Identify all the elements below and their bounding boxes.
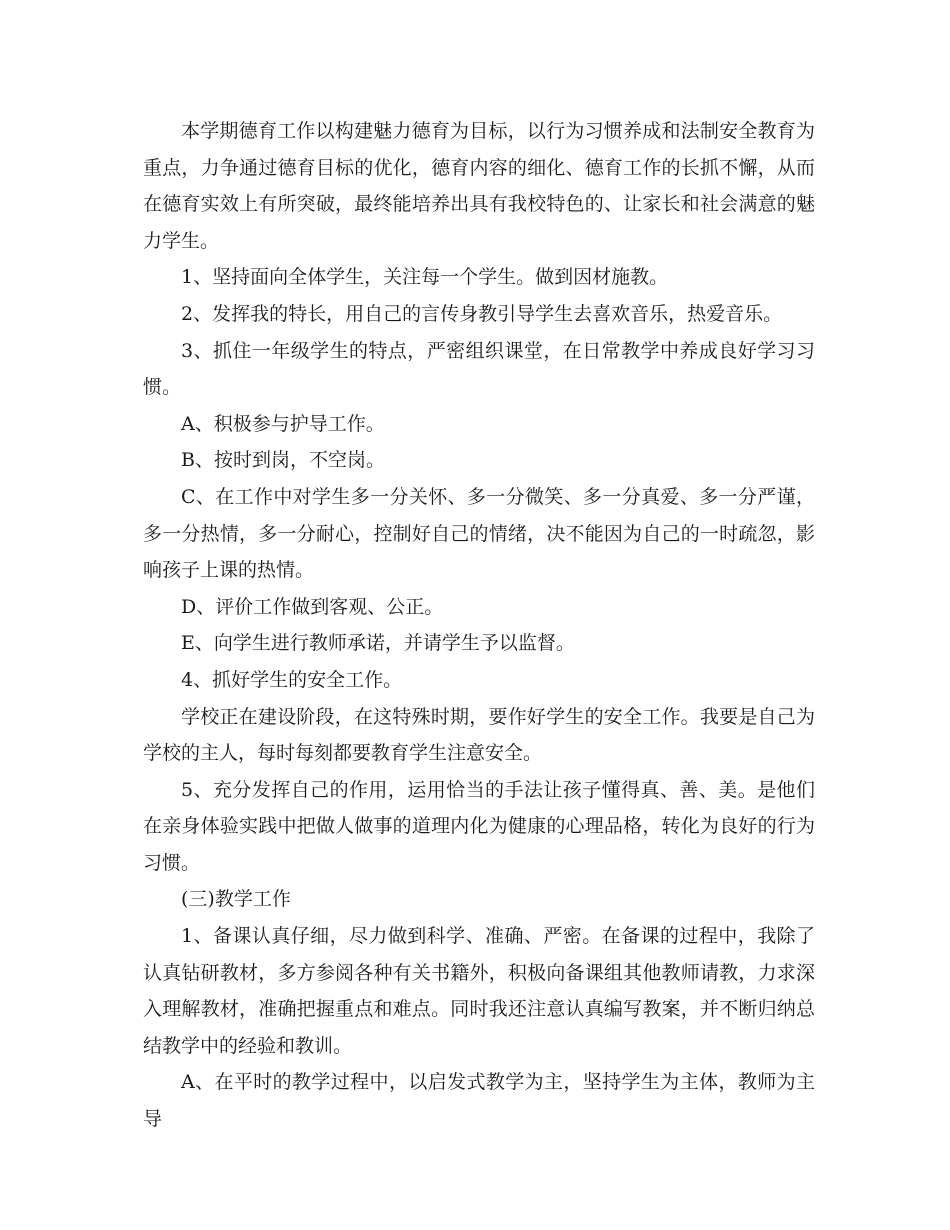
paragraph-item-b: B、按时到岗，不空岗。 xyxy=(181,449,385,472)
section-heading-teaching: (三)教学工作 xyxy=(181,888,291,911)
paragraph-item-5: 5、充分发挥自己的作用，运用恰当的手法让孩子懂得真、善、美。是他们在亲身体验实践中把做人做事的道理内化为健康的心理品格，转化为良好的行为习惯。 xyxy=(143,778,815,874)
document-body xyxy=(143,113,815,1138)
paragraph-item-1: 1、坚持面向全体学生，关注每一个学生。做到因材施教。 xyxy=(181,266,669,289)
paragraph-item-a: A、积极参与护导工作。 xyxy=(181,412,385,435)
paragraph-safety: 学校正在建设阶段，在这特殊时期，要作好学生的安全工作。我要是自己为学校的主人，每时每刻都要教育学生注意安全。 xyxy=(143,705,815,765)
paragraph-teaching-1: 1、备课认真仔细，尽力做到科学、准确、严密。在备课的过程中，我除了认真钻研教材，多方参阅各种有关书籍外，积极向备课组其他教师请教，力求深入理解教材，准确把握重点和难点。同时我还注意认真编写教案，并不断归纳总结教学中的经验和教训。 xyxy=(143,925,815,1057)
paragraph-intro: 本学期德育工作以构建魅力德育为目标，以行为习惯养成和法制安全教育为重点，力争通过德育目标的优化，德育内容的细化、德育工作的长抓不懈，从而在德育实效上有所突破，最终能培养出具有我校特色的、让家长和社会满意的魅力学生。 xyxy=(143,120,815,252)
paragraph-item-3: 3、抓住一年级学生的特点，严密组织课堂，在日常教学中养成良好学习习惯。 xyxy=(143,339,815,399)
paragraph-item-e: E、向学生进行教师承诺，并请学生予以监督。 xyxy=(181,632,575,655)
paragraph-item-4: 4、抓好学生的安全工作。 xyxy=(181,668,403,691)
paragraph-item-d: D、评价工作做到客观、公正。 xyxy=(181,595,444,618)
paragraph-item-c: C、在工作中对学生多一分关怀、多一分微笑、多一分真爱、多一分严谨，多一分热情，多一分耐心，控制好自己的情绪，决不能因为自己的一时疏忽，影响孩子上课的热情。 xyxy=(143,485,815,582)
paragraph-item-2: 2、发挥我的特长，用自己的言传身教引导学生去喜欢音乐，热爱音乐。 xyxy=(181,302,783,325)
paragraph-teaching-a: A、在平时的教学过程中，以启发式教学为主，坚持学生为主体，教师为主导 xyxy=(143,1071,815,1131)
